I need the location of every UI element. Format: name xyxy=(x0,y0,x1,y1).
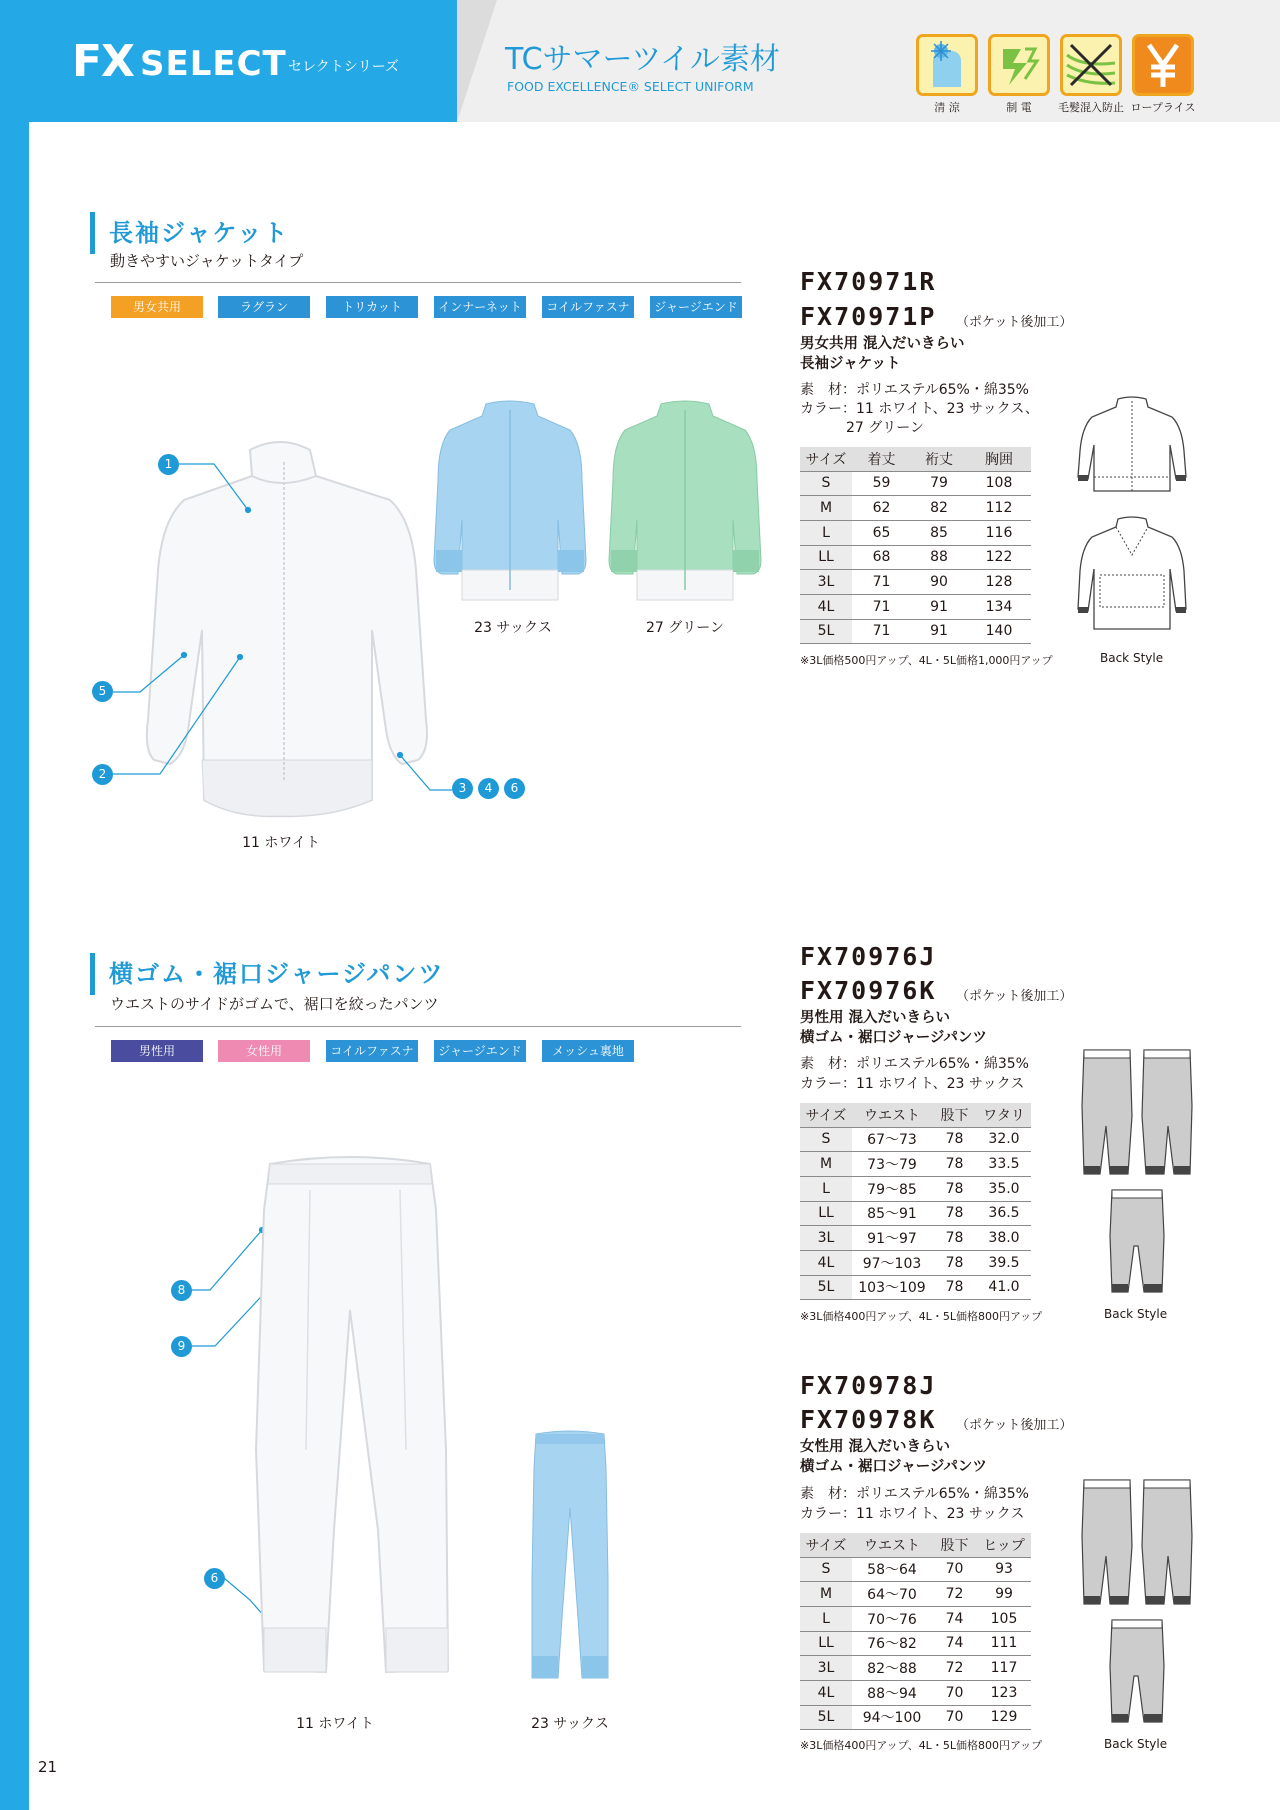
tag-jersey-end: ジャージエンド xyxy=(650,296,742,318)
table-cell: 123 xyxy=(977,1680,1031,1705)
table-cell: 4L xyxy=(800,1680,852,1705)
table-cell: 3L xyxy=(800,570,852,595)
table-cell: 78 xyxy=(932,1201,977,1226)
section-description-pants: ウエストのサイドがゴムで、裾口を絞ったパンツ xyxy=(110,995,439,1013)
page-subtitle: FOOD EXCELLENCE® SELECT UNIFORM xyxy=(507,79,754,94)
table-cell: 88～94 xyxy=(852,1680,932,1705)
price-note: ※3L価格400円アップ、4L・5L価格800円アップ xyxy=(800,1310,1043,1323)
table-cell: 72 xyxy=(932,1656,977,1681)
tag-coil-fastener: コイルファスナー xyxy=(542,296,634,318)
table-cell: 73～79 xyxy=(852,1152,932,1177)
callout-number: 3 xyxy=(452,778,473,799)
product-code-note: （ポケット後加工） xyxy=(956,989,1073,1004)
product-desc-line1: 男性用 混入だいきらい xyxy=(800,1010,951,1026)
table-row xyxy=(800,1127,1031,1152)
caption-sax-jacket: 23 サックス xyxy=(474,620,552,636)
table-cell: 85 xyxy=(911,520,967,545)
table-cell: 74 xyxy=(932,1606,977,1631)
table-cell: 112 xyxy=(967,496,1031,521)
back-style-label: Back Style xyxy=(1104,1737,1168,1751)
table-cell: L xyxy=(800,1606,852,1631)
table-cell: 62 xyxy=(852,496,911,521)
table-cell: 134 xyxy=(967,594,1031,619)
table-row xyxy=(800,1557,1031,1582)
tag-unisex: 男女共用 xyxy=(111,296,203,318)
table-cell: 128 xyxy=(967,570,1031,595)
yen-icon xyxy=(1132,34,1194,96)
antistatic-icon xyxy=(988,34,1050,96)
size-table-jacket xyxy=(800,447,1031,644)
product-desc-line2: 長袖ジャケット xyxy=(800,356,901,372)
product-code: FX70978K xyxy=(800,1405,937,1434)
section-divider xyxy=(95,1026,741,1027)
white-jacket-image xyxy=(140,430,430,830)
table-cell: 78 xyxy=(932,1250,977,1275)
table-header-cell: サイズ xyxy=(800,1533,852,1557)
table-row xyxy=(800,570,1031,595)
table-header-cell: 着丈 xyxy=(852,447,911,471)
table-row xyxy=(800,1152,1031,1177)
brand-fx-logo: FX xyxy=(72,36,134,87)
table-cell: 71 xyxy=(852,594,911,619)
table-cell: 4L xyxy=(800,1250,852,1275)
table-cell: 94～100 xyxy=(852,1705,932,1730)
callout-number: 2 xyxy=(92,764,113,785)
callout-number: 6 xyxy=(504,778,525,799)
size-table-header xyxy=(800,447,1031,471)
table-cell: 70～76 xyxy=(852,1606,932,1631)
callout-number: 6 xyxy=(204,1568,225,1589)
caption-green-jacket: 27 グリーン xyxy=(646,620,724,636)
table-cell: S xyxy=(800,1557,852,1582)
feature-label-cool: 清 涼 xyxy=(934,101,960,114)
tag-jersey-end: ジャージエンド xyxy=(434,1040,526,1062)
page-title: TCサマーツイル素材 xyxy=(505,42,780,77)
product-code: FX70976J xyxy=(800,942,937,971)
table-header-cell: 股下 xyxy=(932,1103,977,1127)
table-cell: 65 xyxy=(852,520,911,545)
caption-white-pants: 11 ホワイト xyxy=(296,1716,374,1732)
tag-mesh-lining: メッシュ裏地 xyxy=(542,1040,634,1062)
table-cell: 105 xyxy=(977,1606,1031,1631)
women-pants-front-drawing xyxy=(1080,1476,1194,1606)
section-heading-bar xyxy=(90,953,95,995)
table-cell: 5L xyxy=(800,1705,852,1730)
table-cell: 140 xyxy=(967,619,1031,644)
table-cell: 3L xyxy=(800,1226,852,1251)
table-cell: 59 xyxy=(852,471,911,496)
tag-inner-net: インナーネット xyxy=(434,296,526,318)
table-header-cell: 胸囲 xyxy=(967,447,1031,471)
size-table-women-pants xyxy=(800,1533,1031,1730)
table-cell: 88 xyxy=(911,545,967,570)
table-cell: M xyxy=(800,1152,852,1177)
table-row xyxy=(800,1275,1031,1300)
table-row xyxy=(800,1176,1031,1201)
section-heading-bar xyxy=(90,212,95,254)
page-number: 21 xyxy=(38,1758,58,1776)
table-cell: 38.0 xyxy=(977,1226,1031,1251)
caption-white-jacket: 11 ホワイト xyxy=(242,835,320,851)
callout-number: 1 xyxy=(158,454,179,475)
table-cell: 3L xyxy=(800,1656,852,1681)
table-cell: 76～82 xyxy=(852,1631,932,1656)
table-row xyxy=(800,594,1031,619)
table-cell: 111 xyxy=(977,1631,1031,1656)
brand-select-logo: SELECT xyxy=(140,44,287,84)
table-cell: 5L xyxy=(800,619,852,644)
section-title-pants: 横ゴム・裾口ジャージパンツ xyxy=(109,960,445,988)
table-row xyxy=(800,1582,1031,1607)
product-desc-line1: 男女共用 混入だいきらい xyxy=(800,336,965,352)
table-header-cell: サイズ xyxy=(800,447,852,471)
table-row xyxy=(800,496,1031,521)
table-cell: 82～88 xyxy=(852,1656,932,1681)
table-cell: 93 xyxy=(977,1557,1031,1582)
table-cell: 90 xyxy=(911,570,967,595)
table-cell: 39.5 xyxy=(977,1250,1031,1275)
white-pants-image xyxy=(250,1150,450,1690)
product-colors: カラー：11 ホワイト、23 サックス xyxy=(800,1076,1025,1092)
table-cell: M xyxy=(800,1582,852,1607)
table-cell: 122 xyxy=(967,545,1031,570)
table-cell: 5L xyxy=(800,1275,852,1300)
price-note: ※3L価格500円アップ、4L・5L価格1,000円アップ xyxy=(800,654,1053,667)
table-cell: 116 xyxy=(967,520,1031,545)
left-edge-stripe xyxy=(0,122,29,1810)
price-note: ※3L価格400円アップ、4L・5L価格800円アップ xyxy=(800,1739,1043,1752)
product-colors: カラー：11 ホワイト、23 サックス、 xyxy=(800,401,1039,417)
product-material: 素 材：ポリエステル65%・綿35% xyxy=(800,382,1029,398)
product-material: 素 材：ポリエステル65%・綿35% xyxy=(800,1486,1029,1502)
table-cell: 4L xyxy=(800,594,852,619)
feature-label-hair: 毛髪混入防止 xyxy=(1058,101,1124,114)
cool-icon xyxy=(916,34,978,96)
product-colors: カラー：11 ホワイト、23 サックス xyxy=(800,1506,1025,1522)
table-header-cell: サイズ xyxy=(800,1103,852,1127)
table-cell: 78 xyxy=(932,1152,977,1177)
back-style-label: Back Style xyxy=(1104,1307,1168,1321)
tag-coil-fastener: コイルファスナー xyxy=(326,1040,418,1062)
size-table-header xyxy=(800,1103,1031,1127)
table-header-cell: 裄丈 xyxy=(911,447,967,471)
table-cell: 108 xyxy=(967,471,1031,496)
table-cell: LL xyxy=(800,545,852,570)
product-code: FX70971R xyxy=(800,267,937,296)
table-header-cell: ワタリ xyxy=(977,1103,1031,1127)
table-row xyxy=(800,1705,1031,1730)
table-header-cell: ウエスト xyxy=(852,1533,932,1557)
table-cell: 79～85 xyxy=(852,1176,932,1201)
table-cell: 91 xyxy=(911,594,967,619)
table-row xyxy=(800,1226,1031,1251)
table-cell: 78 xyxy=(932,1176,977,1201)
table-row xyxy=(800,520,1031,545)
product-code-note: （ポケット後加工） xyxy=(956,315,1073,330)
product-desc-line2: 横ゴム・裾口ジャージパンツ xyxy=(800,1030,987,1046)
tag-tricut: トリカット xyxy=(326,296,418,318)
table-cell: 91 xyxy=(911,619,967,644)
table-row xyxy=(800,1606,1031,1631)
table-header-cell: ウエスト xyxy=(852,1103,932,1127)
table-cell: 72 xyxy=(932,1582,977,1607)
table-cell: 67～73 xyxy=(852,1127,932,1152)
table-cell: 64～70 xyxy=(852,1582,932,1607)
table-row xyxy=(800,471,1031,496)
table-row xyxy=(800,1201,1031,1226)
table-header-cell: 股下 xyxy=(932,1533,977,1557)
product-code-note: （ポケット後加工） xyxy=(956,1418,1073,1433)
table-cell: L xyxy=(800,520,852,545)
section-description-jacket: 動きやすいジャケットタイプ xyxy=(110,252,304,270)
table-cell: S xyxy=(800,471,852,496)
product-desc-line2: 横ゴム・裾口ジャージパンツ xyxy=(800,1459,987,1475)
tag-raglan: ラグラン xyxy=(218,296,310,318)
table-cell: LL xyxy=(800,1631,852,1656)
table-cell: 71 xyxy=(852,619,911,644)
table-cell: 41.0 xyxy=(977,1275,1031,1300)
table-cell: 103～109 xyxy=(852,1275,932,1300)
product-code: FX70978J xyxy=(800,1371,937,1400)
jacket-front-drawing xyxy=(1074,395,1190,495)
product-code: FX70976K xyxy=(800,976,937,1005)
table-cell: 70 xyxy=(932,1705,977,1730)
table-cell: 36.5 xyxy=(977,1201,1031,1226)
product-colors-cont: 27 グリーン xyxy=(846,420,924,436)
callout-number: 9 xyxy=(171,1336,192,1357)
table-cell: 117 xyxy=(977,1656,1031,1681)
back-style-label: Back Style xyxy=(1100,651,1164,665)
feature-label-lowprice: ロープライス xyxy=(1130,101,1196,114)
table-row xyxy=(800,1680,1031,1705)
table-cell: 91～97 xyxy=(852,1226,932,1251)
table-cell: 85～91 xyxy=(852,1201,932,1226)
table-row xyxy=(800,1631,1031,1656)
table-cell: 35.0 xyxy=(977,1176,1031,1201)
table-cell: M xyxy=(800,496,852,521)
callout-number: 8 xyxy=(171,1280,192,1301)
tag-men: 男性用 xyxy=(111,1040,203,1062)
table-header-cell: ヒップ xyxy=(977,1533,1031,1557)
sax-jacket-image xyxy=(430,400,590,605)
table-cell: 97～103 xyxy=(852,1250,932,1275)
table-cell: L xyxy=(800,1176,852,1201)
green-jacket-image xyxy=(605,400,765,605)
table-row xyxy=(800,545,1031,570)
product-material: 素 材：ポリエステル65%・綿35% xyxy=(800,1056,1029,1072)
product-desc-line1: 女性用 混入だいきらい xyxy=(800,1439,951,1455)
callout-number: 5 xyxy=(92,681,113,702)
hair-prevention-icon xyxy=(1060,34,1122,96)
table-cell: LL xyxy=(800,1201,852,1226)
table-cell: 78 xyxy=(932,1275,977,1300)
table-cell: 78 xyxy=(932,1226,977,1251)
product-code: FX70971P xyxy=(800,302,937,331)
table-row xyxy=(800,1250,1031,1275)
table-row xyxy=(800,1656,1031,1681)
table-cell: 74 xyxy=(932,1631,977,1656)
jacket-back-drawing xyxy=(1074,515,1190,635)
table-cell: 78 xyxy=(932,1127,977,1152)
men-pants-back-drawing xyxy=(1108,1186,1166,1296)
table-cell: 71 xyxy=(852,570,911,595)
table-row xyxy=(800,619,1031,644)
section-title-jacket: 長袖ジャケット xyxy=(109,219,290,247)
tag-women: 女性用 xyxy=(218,1040,310,1062)
table-cell: 79 xyxy=(911,471,967,496)
table-cell: 58～64 xyxy=(852,1557,932,1582)
table-cell: 129 xyxy=(977,1705,1031,1730)
table-cell: 99 xyxy=(977,1582,1031,1607)
caption-sax-pants: 23 サックス xyxy=(531,1716,609,1732)
table-cell: 68 xyxy=(852,545,911,570)
size-table-men-pants xyxy=(800,1103,1031,1300)
table-cell: 33.5 xyxy=(977,1152,1031,1177)
sax-pants-image xyxy=(530,1428,610,1688)
size-table-header xyxy=(800,1533,1031,1557)
table-cell: 32.0 xyxy=(977,1127,1031,1152)
feature-label-antistatic: 制 電 xyxy=(1006,101,1032,114)
table-cell: S xyxy=(800,1127,852,1152)
women-pants-back-drawing xyxy=(1108,1616,1166,1726)
series-label: セレクトシリーズ xyxy=(288,59,400,75)
table-cell: 70 xyxy=(932,1557,977,1582)
section-divider xyxy=(95,282,741,283)
table-cell: 70 xyxy=(932,1680,977,1705)
callout-number: 4 xyxy=(478,778,499,799)
table-cell: 82 xyxy=(911,496,967,521)
men-pants-front-drawing xyxy=(1080,1046,1194,1176)
